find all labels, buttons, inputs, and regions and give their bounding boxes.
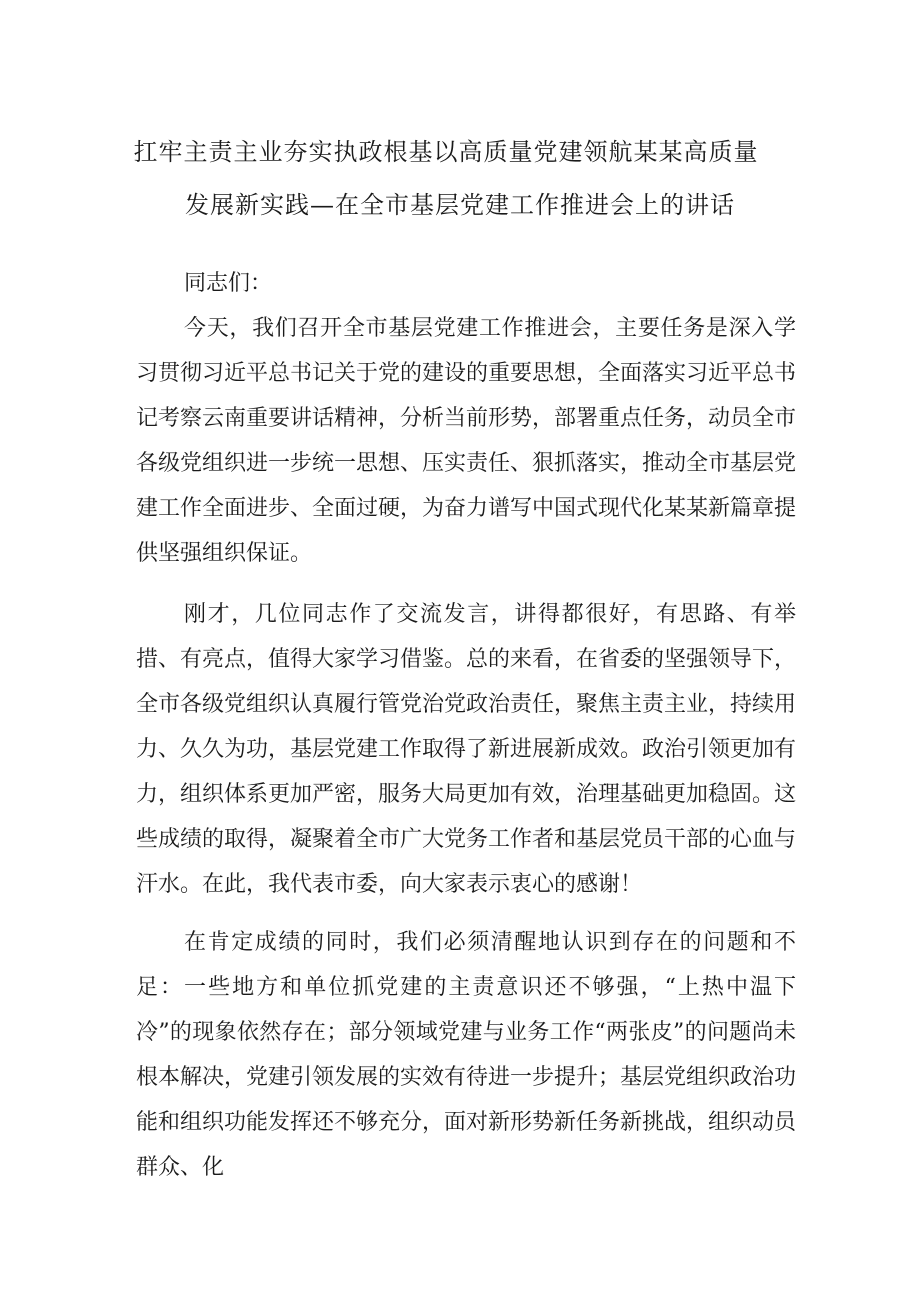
paragraph-1 [136,306,796,577]
paragraph-2 [136,592,796,908]
paragraph-text: 在肯定成绩的同时，我们必须清醒地认识到存在的问题和不足：一些地方和单位抓党建的主责意识还不够强，“上热中温下冷”的现象依然存在；部分领域党建与业务工作“两张皮”的问题尚未根本解决，党建引领发展的实效有待进一步提升；基层党组织政治功能和组织功能发挥还不够充分，面对新形势新任务新挑战，组织动员群众、化 [136,930,797,1180]
salutation: 同志们： [184,271,273,296]
document-title-line-2: 发展新实践—在全市基层党建工作推进会上的讲话 [185,191,735,219]
document-title-line-1: 扛牢主责主业夯实执政根基以高质量党建领航某某高质量 [133,138,759,166]
paragraph-text: 今天，我们召开全市基层党建工作推进会，主要任务是深入学习贯彻习近平总书记关于党的建设的重要思想，全面落实习近平总书记考察云南重要讲话精神，分析当前形势，部署重点任务，动员全市各级党组织进一步统一思想、压实责任、狠抓落实，推动全市基层党建工作全面进步、全面过硬，为奋力谱写中国式现代化某某新篇章提供坚强组织保证。 [136,316,797,566]
paragraph-3 [136,920,796,1191]
paragraph-text: 刚才，几位同志作了交流发言，讲得都很好，有思路、有举措、有亮点，值得大家学习借鉴。总的来看，在省委的坚强领导下，全市各级党组织认真履行管党治党政治责任，聚焦主责主业，持续用力、久久为功，基层党建工作取得了新进展新成效。政治引领更加有力，组织体系更加严密，服务大局更加有效，治理基础更加稳固。这些成绩的取得，凝聚着全市广大党务工作者和基层党员干部的心血与汗水。在此，我代表市委，向大家表示衷心的感谢！ [136,602,797,897]
